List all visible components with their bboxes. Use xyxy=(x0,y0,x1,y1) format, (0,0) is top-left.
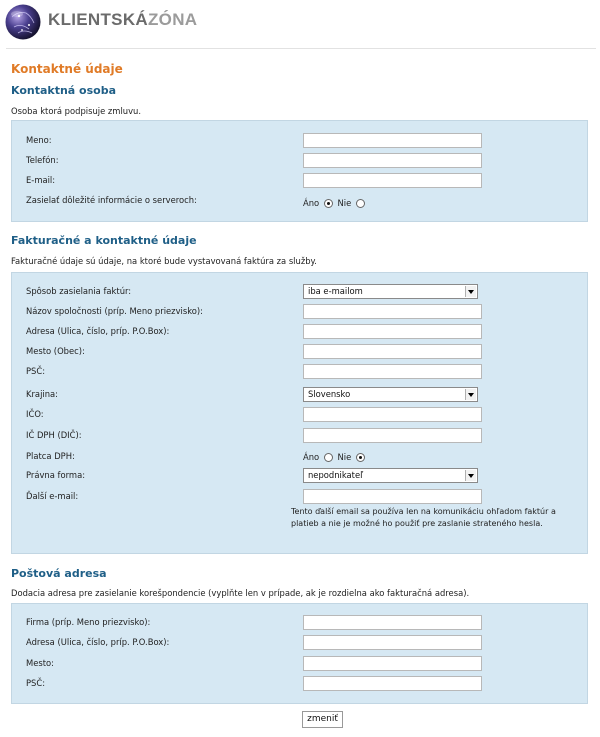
globe-logo-icon xyxy=(4,3,42,41)
icdph-input[interactable] xyxy=(303,428,482,443)
company-label: Názov spoločnosti (príp. Meno priezvisko): xyxy=(26,306,203,316)
postal-firm-label: Firma (príp. Meno priezvisko): xyxy=(26,617,151,627)
email-input[interactable] xyxy=(303,173,482,188)
billing-zip-input[interactable] xyxy=(303,364,482,379)
postal-address-row xyxy=(26,635,586,653)
icdph-label: IČ DPH (DIČ): xyxy=(26,430,82,440)
vat-payer-row xyxy=(26,449,586,467)
chevron-down-icon[interactable] xyxy=(465,286,476,297)
extra-email-input[interactable] xyxy=(303,489,482,504)
postal-city-label: Mesto: xyxy=(26,658,54,668)
vat-no-radio[interactable] xyxy=(356,453,365,462)
chevron-down-icon[interactable] xyxy=(465,470,476,481)
vat-yes-radio[interactable] xyxy=(324,453,333,462)
billing-zip-row xyxy=(26,364,586,382)
legal-form-label: Právna forma: xyxy=(26,470,86,480)
contact-description: Osoba ktorá podpisuje zmluvu. xyxy=(11,106,142,116)
billing-address-label: Adresa (Ulica, číslo, príp. P.O.Box): xyxy=(26,326,170,336)
name-input[interactable] xyxy=(303,133,482,148)
postal-zip-label: PSČ: xyxy=(26,678,46,688)
postal-zip-row xyxy=(26,676,586,694)
contact-heading: Kontaktná osoba xyxy=(11,84,117,97)
postal-address-label: Adresa (Ulica, číslo, príp. P.O.Box): xyxy=(26,637,170,647)
company-input[interactable] xyxy=(303,304,482,319)
postal-panel xyxy=(11,603,588,704)
invoice-method-row xyxy=(26,284,586,302)
extra-email-label: Ďalší e-mail: xyxy=(26,491,79,501)
notify-label: Zasielať dôležité informácie o serveroch: xyxy=(26,195,197,205)
postal-firm-input[interactable] xyxy=(303,615,482,630)
icdph-row xyxy=(26,428,586,446)
contact-name-row xyxy=(26,133,586,151)
extra-email-note: Tento ďalší email sa používa len na komunikáciu ohľadom faktúr a platieb a nie je možné ho použiť pre zaslanie strateného hesla. xyxy=(291,507,556,528)
legal-form-value: nepodnikateľ xyxy=(308,470,364,480)
header-divider xyxy=(6,48,596,49)
postal-city-row xyxy=(26,656,586,674)
phone-input[interactable] xyxy=(303,153,482,168)
country-label: Krajina: xyxy=(26,389,58,399)
vat-payer-label: Platca DPH: xyxy=(26,451,75,461)
billing-address-input[interactable] xyxy=(303,324,482,339)
email-label: E-mail: xyxy=(26,175,56,185)
name-label: Meno: xyxy=(26,135,52,145)
vat-yes-label: Áno xyxy=(303,452,320,462)
app-logo-text: KLIENTSKÁZÓNA xyxy=(48,10,198,29)
contact-panel xyxy=(11,120,588,222)
ico-row xyxy=(26,407,586,425)
extra-email-row xyxy=(26,489,586,507)
postal-city-input[interactable] xyxy=(303,656,482,671)
page-title: Kontaktné údaje xyxy=(11,62,123,76)
vat-no-label: Nie xyxy=(337,452,352,462)
billing-city-label: Mesto (Obec): xyxy=(26,346,85,356)
postal-heading: Poštová adresa xyxy=(11,567,107,580)
chevron-down-icon[interactable] xyxy=(465,389,476,400)
postal-firm-row xyxy=(26,615,586,633)
phone-label: Telefón: xyxy=(26,155,59,165)
legal-form-select[interactable] xyxy=(303,468,478,483)
notify-radio-group xyxy=(303,197,367,209)
vat-radio-group xyxy=(303,451,367,463)
contact-email-row xyxy=(26,173,586,191)
notify-yes-label: Áno xyxy=(303,198,320,208)
notify-no-radio[interactable] xyxy=(356,199,365,208)
billing-address-row xyxy=(26,324,586,342)
country-value: Slovensko xyxy=(308,389,351,399)
billing-description: Fakturačné údaje sú údaje, na ktoré bude vystavovaná faktúra za služby. xyxy=(11,256,317,266)
legal-form-row xyxy=(26,468,586,486)
contact-phone-row xyxy=(26,153,586,171)
ico-input[interactable] xyxy=(303,407,482,422)
postal-zip-input[interactable] xyxy=(303,676,482,691)
page-header xyxy=(0,0,600,50)
company-row xyxy=(26,304,586,322)
billing-city-row xyxy=(26,344,586,362)
contact-notify-row xyxy=(26,193,586,211)
postal-address-input[interactable] xyxy=(303,635,482,650)
billing-heading: Fakturačné a kontaktné údaje xyxy=(11,234,197,247)
invoice-method-value: iba e-mailom xyxy=(308,286,363,296)
postal-description: Dodacia adresa pre zasielanie korešpondencie (vyplňte len v prípade, ak je rozdielna ako fakturačná adresa). xyxy=(11,588,470,598)
invoice-method-label: Spôsob zasielania faktúr: xyxy=(26,286,132,296)
billing-city-input[interactable] xyxy=(303,344,482,359)
notify-yes-radio[interactable] xyxy=(324,199,333,208)
invoice-method-select[interactable] xyxy=(303,284,478,299)
ico-label: IČO: xyxy=(26,409,44,419)
submit-button[interactable]: zmeniť xyxy=(302,711,343,728)
billing-zip-label: PSČ: xyxy=(26,366,46,376)
country-row xyxy=(26,387,586,405)
notify-no-label: Nie xyxy=(337,198,352,208)
country-select[interactable] xyxy=(303,387,478,402)
